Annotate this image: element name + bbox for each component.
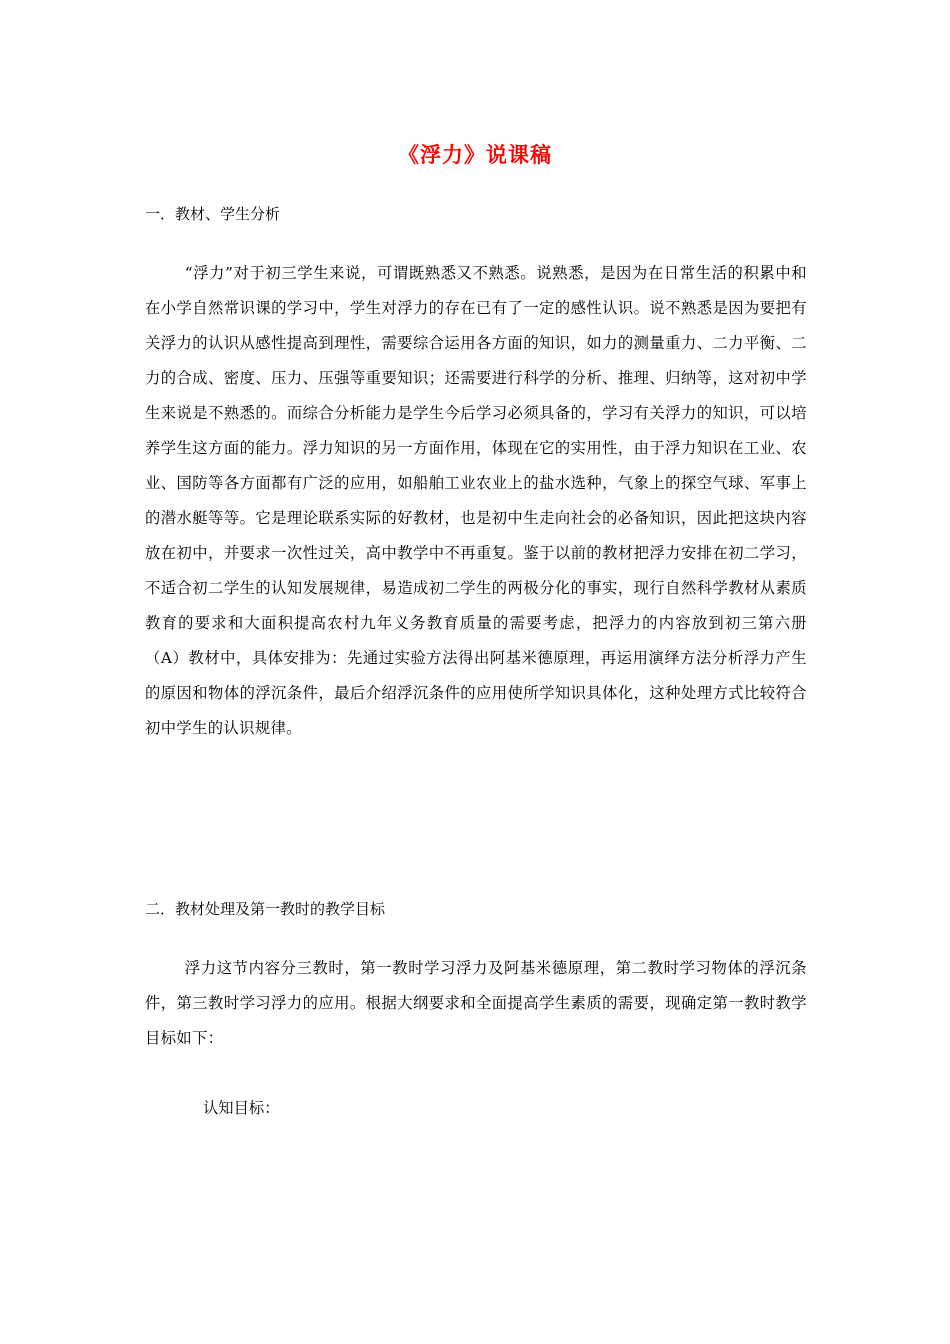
document-title: 《浮力》说课稿 (398, 142, 552, 167)
section-1-heading: 一．教材、学生分析 (145, 205, 281, 223)
cognitive-goals-heading: 认知目标： (203, 1099, 280, 1117)
section-2-paragraph: 浮力这节内容分三教时，第一教时学习浮力及阿基米德原理，第二教时学习物体的浮沉条件，第三教时学习浮力的应用。根据大纲要求和全面提高学生素质的需要，现确定第一教时教学目标如下： (145, 959, 807, 1047)
section-2-heading: 二．教材处理及第一教时的教学目标 (145, 900, 386, 918)
section-1-paragraph: “浮力”对于初三学生来说，可谓既熟悉又不熟悉。说熟悉，是因为在日常生活的积累中和在小学自然常识课的学习中，学生对浮力的存在已有了一定的感性认识。说不熟悉是因为要把有关浮力的认识从感性提高到理性，需要综合运用各方面的知识，如力的测量重力、二力平衡、二力的合成、密度、压力、压强等重要知识；还需要进行科学的分析、推理、归纳等，这对初中学生来说是不熟悉的。而综合分析能力是学生今后学习必须具备的，学习有关浮力的知识，可以培养学生这方面的能力。浮力知识的另一方面作用，体现在它的实用性，由于浮力知识在工业、农业、国防等各方面都有广泛的应用，如船舶工业农业上的盐水选种，气象上的探空气球、军事上的潜水艇等等。它是理论联系实际的好教材，也是初中生走向社会的必备知识，因此把这块内容放在初中，并要求一次性过关，高中教学中不再重复。鉴于以前的教材把浮力安排在初二学习，不适合初二学生的认知发展规律，易造成初二学生的两极分化的事实，现行自然科学教材从素质教育的要求和大面积提高农村九年义务教育质量的需要考虑，把浮力的内容放到初三第六册（A）教材中，具体安排为：先通过实验方法得出阿基米德原理，再运用演绎方法分析浮力产生的原因和物体的浮沉条件，最后介绍浮沉条件的应用使所学知识具体化，这种处理方式比较符合初中学生的认识规律。 (145, 264, 807, 737)
